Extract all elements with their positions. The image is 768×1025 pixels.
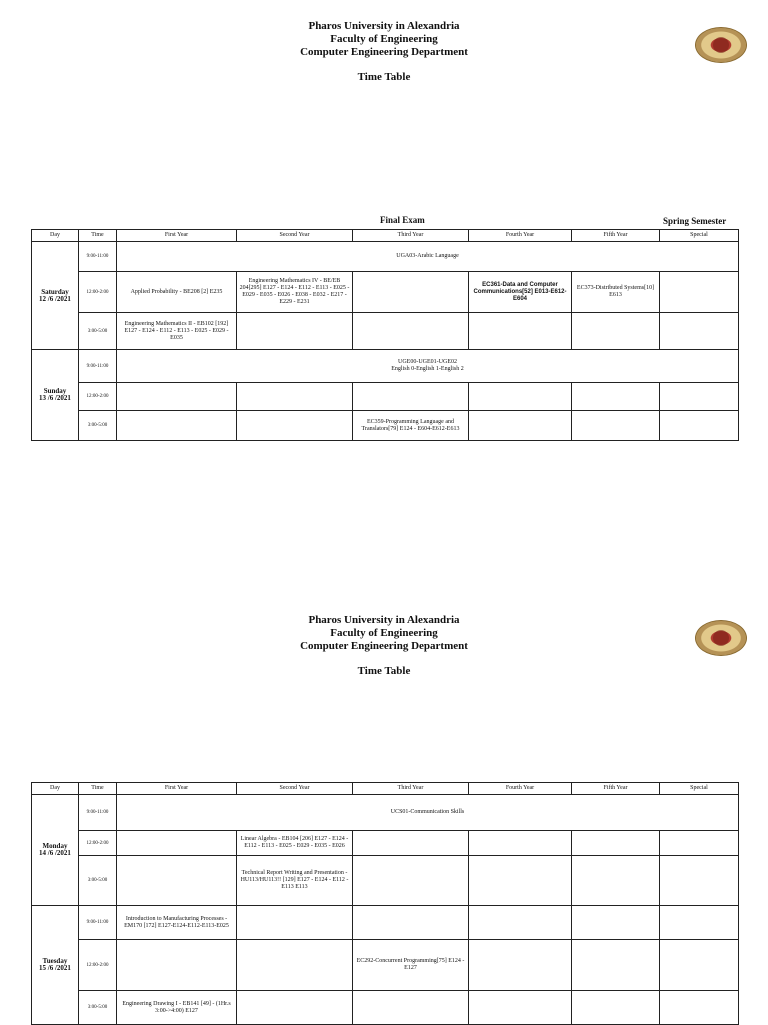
empty-cell <box>660 272 739 313</box>
page1-header <box>0 20 768 83</box>
header-row <box>32 230 739 242</box>
exam-cell: Linear Algebra - EB104 [206] E127 - E124 - E112 - E113 - E025 - E029 - E035 - E026 <box>237 831 353 856</box>
day-date: 15 /6 /2021 <box>39 964 71 972</box>
exam-cell-line: UGE00-UGE01-UGE02 <box>398 359 457 365</box>
table-row <box>32 272 739 313</box>
exam-cell <box>117 350 739 383</box>
day-cell-saturday <box>32 242 79 350</box>
empty-cell <box>660 383 739 411</box>
table-row <box>32 991 739 1025</box>
table-row <box>32 383 739 411</box>
table-row <box>32 313 739 350</box>
empty-cell <box>572 940 660 991</box>
time-cell: 12:00-2:00 <box>79 272 117 313</box>
exam-label: Final Exam <box>380 215 425 225</box>
empty-cell <box>572 906 660 940</box>
exam-cell: Engineering Drawing I - EB141 [49] - (1Hr.s 3:00->4:00) E127 <box>117 991 237 1025</box>
col-special: Special <box>660 230 739 242</box>
timetable-page2 <box>31 782 739 1025</box>
exam-cell: EC359-Programming Language and Translators[79] E124 - E604-E612-E613 <box>353 411 469 441</box>
page2-header <box>0 614 768 677</box>
empty-cell <box>469 383 572 411</box>
empty-cell <box>117 383 237 411</box>
table-row <box>32 856 739 906</box>
empty-cell <box>660 991 739 1025</box>
time-cell: 12:00-2:00 <box>79 940 117 991</box>
col-fifth-year: Fifth Year <box>572 783 660 795</box>
page-title: Time Table <box>357 71 411 83</box>
empty-cell <box>353 906 469 940</box>
time-cell: 3:00-5:00 <box>79 411 117 441</box>
university-seal-logo <box>695 620 747 656</box>
day-date: 12 /6 /2021 <box>39 294 71 303</box>
exam-cell: EC292-Concurrent Programming[75] E124 - E127 <box>353 940 469 991</box>
exam-cell: UGA03-Arabic Language <box>117 242 739 272</box>
university-seal-logo <box>695 27 747 63</box>
table-row <box>32 831 739 856</box>
empty-cell <box>572 856 660 906</box>
empty-cell <box>572 313 660 350</box>
exam-cell-line: English 0-English 1-English 2 <box>391 366 464 372</box>
col-first-year: First Year <box>117 230 237 242</box>
empty-cell <box>660 313 739 350</box>
col-fifth-year: Fifth Year <box>572 230 660 242</box>
empty-cell <box>117 940 237 991</box>
empty-cell <box>353 383 469 411</box>
empty-cell <box>469 856 572 906</box>
time-cell: 3:00-5:00 <box>79 856 117 906</box>
col-first-year: First Year <box>117 783 237 795</box>
empty-cell <box>117 856 237 906</box>
time-cell: 12:00-2:00 <box>79 383 117 411</box>
col-second-year: Second Year <box>237 230 353 242</box>
table-row <box>32 906 739 940</box>
empty-cell <box>237 906 353 940</box>
university-name: Pharos University in Alexandria <box>308 20 460 32</box>
empty-cell <box>469 313 572 350</box>
empty-cell <box>117 411 237 441</box>
empty-cell <box>469 411 572 441</box>
table-row <box>32 350 739 383</box>
col-third-year: Third Year <box>353 783 469 795</box>
col-day: Day <box>32 230 79 242</box>
time-cell: 3:00-5:00 <box>79 313 117 350</box>
time-cell: 9:00-11:00 <box>79 906 117 940</box>
empty-cell <box>572 411 660 441</box>
page-title: Time Table <box>357 665 411 677</box>
empty-cell <box>353 856 469 906</box>
day-date: 14 /6 /2021 <box>39 849 71 857</box>
empty-cell <box>237 991 353 1025</box>
empty-cell <box>353 991 469 1025</box>
department-name: Computer Engineering Department <box>300 46 468 58</box>
empty-cell <box>237 940 353 991</box>
header-row <box>32 783 739 795</box>
day-cell-tuesday <box>32 906 79 1025</box>
table-row <box>32 411 739 441</box>
day-cell-monday <box>32 795 79 906</box>
time-cell: 12:00-2:00 <box>79 831 117 856</box>
exam-cell: Introduction to Manufacturing Processes - EM170 [172] E127-E124-E112-E113-E025 <box>117 906 237 940</box>
empty-cell <box>572 991 660 1025</box>
day-date: 13 /6 /2021 <box>39 394 71 402</box>
empty-cell <box>660 906 739 940</box>
empty-cell <box>469 940 572 991</box>
exam-cell: Applied Probability - BE208 [2] E235 <box>117 272 237 313</box>
exam-cell: UCS01-Communication Skills <box>117 795 739 831</box>
empty-cell <box>572 383 660 411</box>
table-row <box>32 795 739 831</box>
empty-cell <box>660 940 739 991</box>
empty-cell <box>237 411 353 441</box>
empty-cell <box>660 411 739 441</box>
faculty-name: Faculty of Engineering <box>330 33 438 45</box>
empty-cell <box>237 313 353 350</box>
col-time: Time <box>79 230 117 242</box>
empty-cell <box>353 272 469 313</box>
day-name: Saturday <box>41 287 69 296</box>
day-name: Sunday <box>43 387 67 395</box>
col-special: Special <box>660 783 739 795</box>
col-fourth-year: Fourth Year <box>469 783 572 795</box>
day-name: Tuesday <box>42 957 68 965</box>
col-day: Day <box>32 783 79 795</box>
faculty-name: Faculty of Engineering <box>330 627 438 639</box>
exam-cell: Engineering Mathematics II - EB102 [192] E127 - E124 - E112 - E113 - E025 - E029 - E035 <box>117 313 237 350</box>
empty-cell <box>469 991 572 1025</box>
empty-cell <box>572 831 660 856</box>
semester-label: Spring Semester <box>663 216 727 226</box>
department-name: Computer Engineering Department <box>300 640 468 652</box>
exam-cell: EC373-Distributed Systems[10] E613 <box>572 272 660 313</box>
table-row <box>32 940 739 991</box>
empty-cell <box>237 383 353 411</box>
empty-cell <box>469 831 572 856</box>
time-cell: 9:00-11:00 <box>79 350 117 383</box>
time-cell: 9:00-11:00 <box>79 795 117 831</box>
timetable-page1 <box>31 229 739 441</box>
empty-cell <box>353 313 469 350</box>
exam-cell: EC361-Data and Computer Communications[52] E013-E612-E604 <box>469 272 572 313</box>
col-time: Time <box>79 783 117 795</box>
empty-cell <box>469 906 572 940</box>
day-name: Monday <box>42 842 68 850</box>
empty-cell <box>353 831 469 856</box>
empty-cell <box>660 831 739 856</box>
time-cell: 9:00-11:00 <box>79 242 117 272</box>
time-cell: 3:00-5:00 <box>79 991 117 1025</box>
university-name: Pharos University in Alexandria <box>308 614 460 626</box>
col-third-year: Third Year <box>353 230 469 242</box>
col-second-year: Second Year <box>237 783 353 795</box>
exam-cell: Engineering Mathematics IV - BE/EB 204[295] E127 - E124 - E112 - E113 - E025 - E029 - E035 - E026 - E038 - E032 - E217 - E229 - E231 <box>237 272 353 313</box>
table-row <box>32 242 739 272</box>
day-cell-sunday <box>32 350 79 441</box>
empty-cell <box>117 831 237 856</box>
empty-cell <box>660 856 739 906</box>
col-fourth-year: Fourth Year <box>469 230 572 242</box>
exam-cell: Technical Report Writing and Presentation - HU113/HU113!! [129] E127 - E124 - E112 - E113 E113 <box>237 856 353 906</box>
